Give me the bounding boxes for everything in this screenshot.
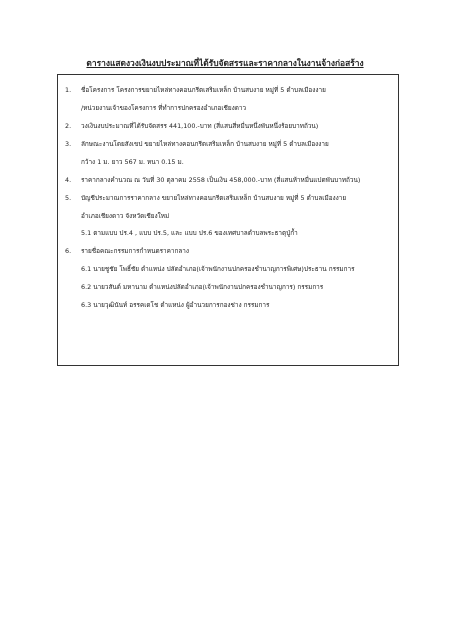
item-number: 4. (65, 176, 72, 184)
item-line: 6.3 นายวุฒินันท์ อรรคเดโช ตำแหน่ง ผู้อำนวยการกองช่าง กรรมการ (81, 301, 270, 309)
item-number: 1. (65, 86, 72, 94)
item-line: /หน่วยงานเจ้าของโครงการ ที่ทำการปกครองอำเภอเชียงดาว (81, 104, 247, 112)
item-line: 5.1 ตามแบบ ปร.4 , แบบ ปร.5, และ แบบ ปร.6 ของเทศบาลตำบลพระธาตุปู่ก้ำ (81, 229, 298, 237)
item-number: 2. (65, 122, 72, 130)
item-line: กว้าง 1 ม. ยาว 567 ม. หนา 0.15 ม. (81, 158, 184, 166)
item-number: 6. (65, 247, 72, 255)
document-title: ตารางแสดงวงเงินงบประมาณที่ได้รับจัดสรรและราคากลางในงานจ้างก่อสร้าง (86, 59, 364, 69)
item-line: บัญชีประมาณการราคากลาง ขยายไหล่ทางคอนกรีตเสริมเหล็ก บ้านสบงาย หมู่ที่ 5 ตำบลเมืองงาย (81, 194, 347, 202)
item-line: อำเภอเชียงดาว จังหวัดเชียงใหม่ (81, 212, 170, 220)
item-line: รายชื่อคณะกรรมการกำหนดราคากลาง (81, 247, 189, 255)
item-line: 6.1 นายชูชัย โพธิ์ชัย ตำแหน่ง ปลัดอำเภอ(เจ้าพนักงานปกครองชำนาญการพิเศษ)ประธาน กรรมการ (81, 265, 355, 273)
item-number: 3. (65, 140, 72, 148)
item-number: 5. (65, 194, 72, 202)
item-line: ชื่อโครงการ โครงการขยายไหล่ทางคอนกรีตเสริมเหล็ก บ้านสบงาย หมู่ที่ 5 ตำบลเมืองงาย (81, 86, 326, 94)
content-box (57, 74, 399, 366)
item-line: 6.2 นายวสันต์ มหานาม ตำแหน่งปลัดอำเภอ(เจ้าพนักงานปกครองชำนาญการ) กรรมการ (81, 283, 324, 291)
item-line: ราคากลางคำนวณ ณ วันที่ 30 ตุลาคม 2558 เป็นเงิน 458,000.-บาท (สี่แสนห้าหมื่นแปดพันบาทถ้วน) (81, 176, 361, 184)
item-line: วงเงินงบประมาณที่ได้รับจัดสรร 441,100.-บาท (สี่แสนสี่หมื่นหนึ่งพันหนึ่งร้อยบาทถ้วน) (81, 122, 319, 130)
item-line: ลักษณะงานโดยสังเขป ขยายไหล่ทางคอนกรีตเสริมเหล็ก บ้านสบงาย หมู่ที่ 5 ตำบลเมืองงาย (81, 140, 329, 148)
